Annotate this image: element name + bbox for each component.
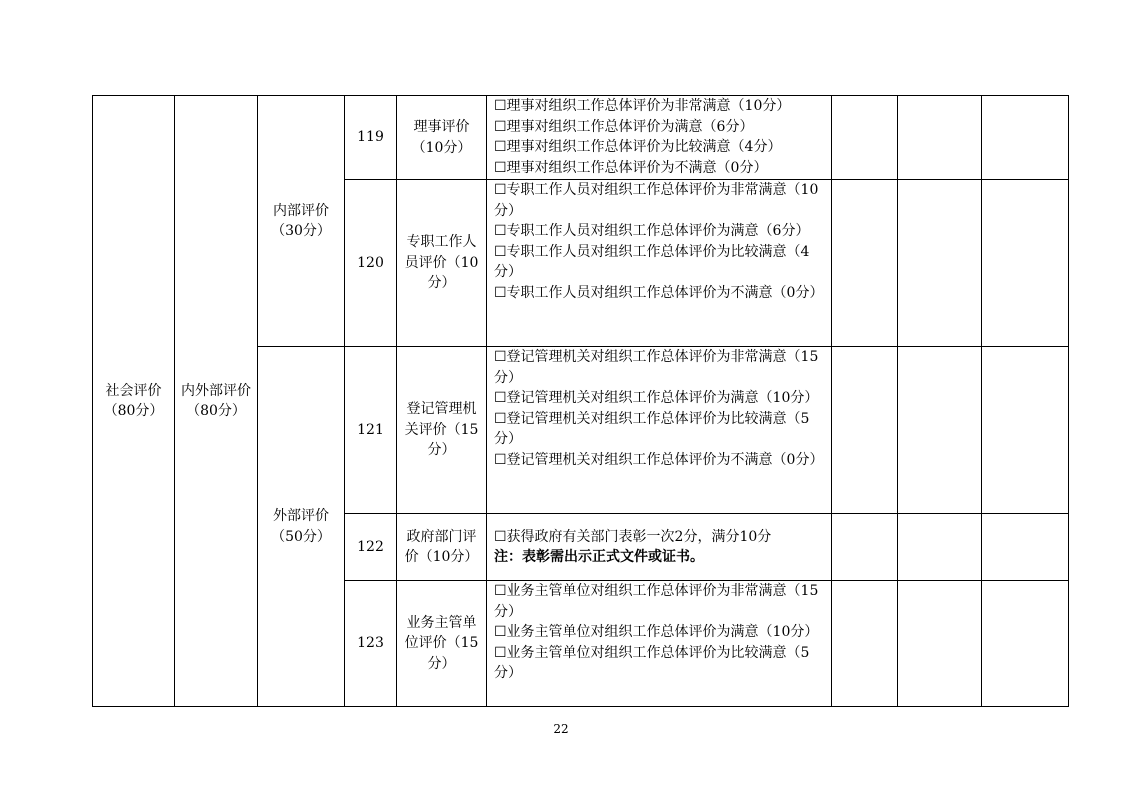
- blank-cell: [832, 347, 898, 514]
- blank-cell: [982, 96, 1069, 180]
- indicator-cell: 专职工作人员评价（10分）: [397, 180, 487, 347]
- item-number: 123: [345, 581, 397, 707]
- blank-cell: [982, 347, 1069, 514]
- option-text: ☐登记管理机关对组织工作总体评价为比较满意（5分）: [494, 410, 810, 447]
- indicator-cell: 业务主管单位评价（15分）: [397, 581, 487, 707]
- group-cell-external: 外部评价（50分）: [258, 347, 345, 707]
- options-cell: [487, 96, 832, 180]
- option-text: ☐业务主管单位对组织工作总体评价为满意（10分）: [494, 624, 819, 640]
- subcategory-cell: 内外部评价（80分）: [175, 96, 258, 707]
- option-text: ☐登记管理机关对组织工作总体评价为满意（10分）: [494, 390, 819, 406]
- item-number: 120: [345, 180, 397, 347]
- blank-cell: [898, 180, 982, 347]
- blank-cell: [898, 581, 982, 707]
- blank-cell: [832, 581, 898, 707]
- option-text: ☐获得政府有关部门表彰一次2分，满分10分: [494, 528, 772, 545]
- indicator-cell: 理事评价（10分）: [397, 96, 487, 180]
- option-text: ☐理事对组织工作总体评价为不满意（0分）: [494, 159, 768, 176]
- item-number: 121: [345, 347, 397, 514]
- options-cell: [487, 514, 832, 581]
- blank-cell: [832, 180, 898, 347]
- option-text: ☐专职工作人员对组织工作总体评价为非常满意（10分）: [494, 182, 819, 219]
- options-cell: [487, 347, 832, 514]
- option-text: ☐专职工作人员对组织工作总体评价为不满意（0分）: [494, 284, 824, 301]
- blank-cell: [898, 347, 982, 514]
- page-number: 22: [553, 722, 569, 736]
- option-text: ☐理事对组织工作总体评价为比较满意（4分）: [494, 139, 782, 155]
- blank-cell: [832, 514, 898, 581]
- blank-cell: [898, 514, 982, 581]
- blank-cell: [982, 581, 1069, 707]
- evaluation-table: [92, 95, 1069, 707]
- blank-cell: [982, 180, 1069, 347]
- blank-cell: [832, 96, 898, 180]
- option-text: ☐业务主管单位对组织工作总体评价为非常满意（15分）: [494, 583, 819, 620]
- blank-cell: [982, 514, 1069, 581]
- option-text: ☐登记管理机关对组织工作总体评价为非常满意（15分）: [494, 349, 819, 386]
- option-text: ☐专职工作人员对组织工作总体评价为满意（6分）: [494, 223, 810, 239]
- blank-cell: [898, 96, 982, 180]
- item-number: 119: [345, 96, 397, 180]
- indicator-cell: 政府部门评价（10分）: [397, 514, 487, 581]
- category-cell: 社会评价（80分）: [93, 96, 175, 707]
- option-text: ☐业务主管单位对组织工作总体评价为比较满意（5分）: [494, 644, 810, 681]
- options-cell: [487, 581, 832, 707]
- note-text: 注：表彰需出示正式文件或证书。: [494, 549, 704, 565]
- indicator-cell: 登记管理机关评价（15分）: [397, 347, 487, 514]
- group-cell-internal: 内部评价（30分）: [258, 96, 345, 347]
- option-text: ☐专职工作人员对组织工作总体评价为比较满意（4分）: [494, 243, 810, 280]
- item-number: 122: [345, 514, 397, 581]
- table-row: [93, 96, 1069, 180]
- options-cell: [487, 180, 832, 347]
- option-text: ☐理事对组织工作总体评价为非常满意（10分）: [494, 98, 791, 114]
- option-text: ☐理事对组织工作总体评价为满意（6分）: [494, 118, 754, 135]
- option-text: ☐登记管理机关对组织工作总体评价为不满意（0分）: [494, 451, 824, 468]
